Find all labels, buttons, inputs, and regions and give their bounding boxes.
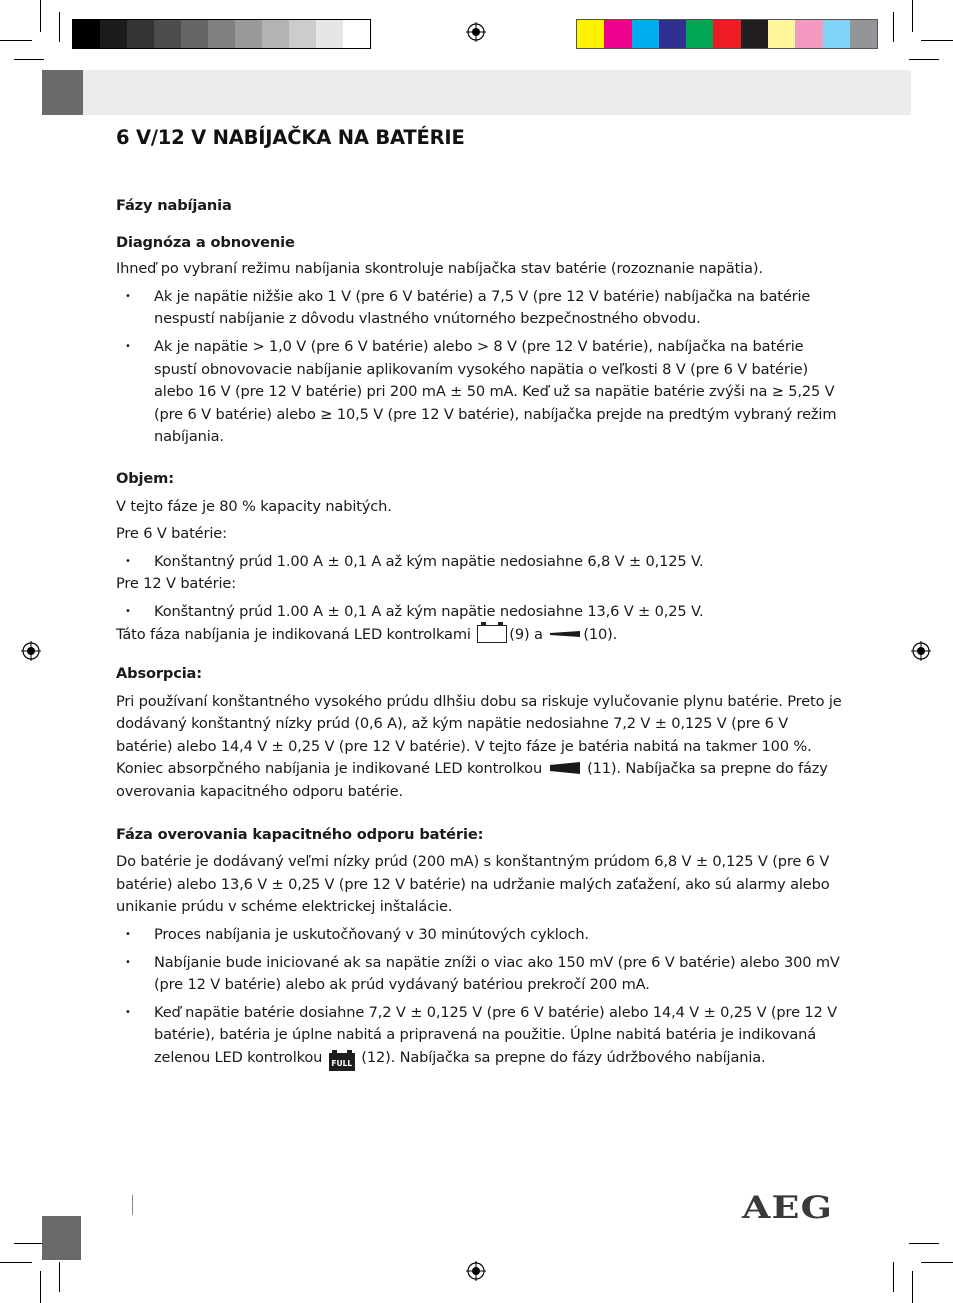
color-swatch [289,20,316,48]
verification-bullet-text: (12). Nabíjačka sa prepne do fázy údržbového nabíjania. [361,1049,766,1066]
crop-mark [40,0,41,32]
process-color-bar [576,19,878,49]
gray-scale-bar [72,19,371,49]
list-item: • Konštantný prúd 1.00 A ± 0,1 A až kým napätie nedosiahne 6,8 V ± 0,125 V. [116,551,846,574]
footer-divider [132,1195,133,1215]
color-swatch [795,20,822,48]
color-swatch [235,20,262,48]
header-band [42,70,911,115]
full-battery-icon: FULL [329,1053,355,1071]
color-swatch [127,20,154,48]
bulk-heading: Objem: [116,469,174,487]
color-swatch [100,20,127,48]
diagnosis-heading: Diagnóza a obnovenie [116,233,295,251]
bulk-six-list [116,551,846,574]
crop-mark [912,0,913,32]
list-item [116,1002,846,1071]
color-swatch [659,20,686,48]
color-swatch [316,20,343,48]
registration-mark-icon [21,641,41,661]
absorption-heading: Absorpcia: [116,665,202,683]
color-swatch [208,20,235,48]
verification-intro: Do batérie je dodávaný veľmi nízky prúd (200 mA) s konštantným prúdom 6,8 V ± 0,125 V (pre 6 V batérie) alebo 13,6 V ± 0,25 V (pre 12 V batérie) na udržanie malých zaťažení, ako sú alarmy alebo unikanie prúdu v schéme elektrickej inštalácie. [116,853,830,916]
crop-mark [59,12,60,42]
crop-mark [59,1262,60,1292]
color-swatch [713,20,740,48]
color-swatch [577,20,604,48]
diagnosis-list [116,286,846,449]
bulk-led-text: Táto fáza nabíjania je indikovaná LED kontrolkami [116,625,471,643]
page-title: 6 V/12 V NABÍJAČKA NA BATÉRIE [116,126,465,149]
bar-indicator-icon [550,762,580,774]
absorption-text [116,691,846,804]
color-swatch [823,20,850,48]
color-swatch [73,20,100,48]
verification-list [116,924,846,1071]
list-item: • Nabíjanie bude iniciované ak sa napätie zníži o viac ako 150 mV (pre 6 V batérie) alebo 300 mV (pre 12 V batérie) alebo ak prúd vydávaný batériou prekročí 200 mA. [116,952,846,997]
bulk-twelve-label: Pre 12 V batérie: [116,575,236,593]
crop-mark [921,1262,953,1263]
crop-mark [0,1262,32,1263]
diagnosis-intro: Ihneď po vybraní režimu nabíjania skontroluje nabíjačka stav batérie (rozoznanie napätia). [116,260,763,278]
color-swatch [181,20,208,48]
list-item: • Ak je napätie > 1,0 V (pre 6 V batérie) alebo > 8 V (pre 12 V batérie), nabíjačka na batérie spustí obnovovacie nabíjanie aplikovaním vysokého napätia o veľkosti 8 V (pre 6 V batérie) alebo 16 V (pre 12 V batérie) pri 200 mA ± 50 mA. Keď už sa napätie batérie zvýši na ≥ 5,25 V (pre 6 V batérie) alebo ≥ 10,5 V (pre 12 V batérie), nabíjačka prejde na predtým vybraný režim nabíjania. [116,336,846,449]
verification-bullet-text: Keď napätie batérie dosiahne 7,2 V ± 0,125 V (pre 6 V batérie) alebo 14,4 V ± 0,25 V (pre 12 V batérie), batéria je úplne nabitá a pripravená na použitie. Úplne nabitá batéria je indikovaná zelenou LED kontrolkou [154,1003,837,1066]
list-item: • Ak je napätie nižšie ako 1 V (pre 6 V batérie) a 7,5 V (pre 12 V batérie) nabíjačka na batérie nespustí nabíjanie z dôvodu vlastného vnútorného bezpečnostného obvodu. [116,286,846,331]
color-swatch [741,20,768,48]
phases-heading: Fázy nabíjania [116,197,232,214]
color-swatch [604,20,631,48]
color-swatch [262,20,289,48]
bulk-intro: V tejto fáze je 80 % kapacity nabitých. [116,497,392,515]
crop-mark [909,1243,939,1244]
registration-mark-icon [911,641,931,661]
crop-mark [893,12,894,42]
header-tab [42,70,83,115]
bulk-six-label: Pre 6 V batérie: [116,525,227,543]
color-swatch [632,20,659,48]
footer-tab [42,1216,81,1260]
crop-mark [14,1243,44,1244]
crop-mark [909,59,939,60]
crop-mark [14,59,44,60]
bulk-led-line [116,624,846,647]
verification-heading: Fáza overovania kapacitného odporu batérie: [116,825,484,843]
color-swatch [343,20,370,48]
list-item: • Konštantný prúd 1.00 A ± 0,1 A až kým napätie nedosiahne 13,6 V ± 0,25 V. [116,601,846,624]
absorption-text-part: Pri používaní konštantného vysokého prúdu dlhšiu dobu sa riskuje vylučovanie plynu batérie. Preto je dodávaný konštantný nízky prúd (0,6 A), až kým napätie nedosiahne 7,2 V ± 0,125 V (pre 6 V batérie) alebo 14,4 V ± 0,25 V (pre 12 V batérie). V tejto fáze je batéria nabitá na takmer 100 %. Koniec absorpčného nabíjania je indikované LED kontrolkou [116,692,842,778]
registration-mark-icon [466,22,486,42]
bulk-twelve-list [116,601,846,624]
color-swatch [686,20,713,48]
battery-outline-icon [477,625,507,643]
color-swatch [850,20,877,48]
brand-logo: AEG [742,1190,834,1226]
crop-mark [0,40,32,41]
bulk-led-ref-9: (9) a [509,625,543,643]
list-item: • Proces nabíjania je uskutočňovaný v 30 minútových cykloch. [116,924,846,947]
absorption-text-part: (11). Nabíjačka sa prepne do fázy overovania kapacitného odporu batérie. [116,760,828,801]
crop-mark [893,1262,894,1292]
crop-mark [40,1271,41,1303]
crop-mark [921,40,953,41]
bulk-led-ref-10: (10). [583,625,618,643]
color-swatch [768,20,795,48]
bar-indicator-icon [550,631,580,637]
registration-mark-icon [466,1261,486,1281]
crop-mark [912,1271,913,1303]
document-body [116,195,846,1071]
color-swatch [154,20,181,48]
